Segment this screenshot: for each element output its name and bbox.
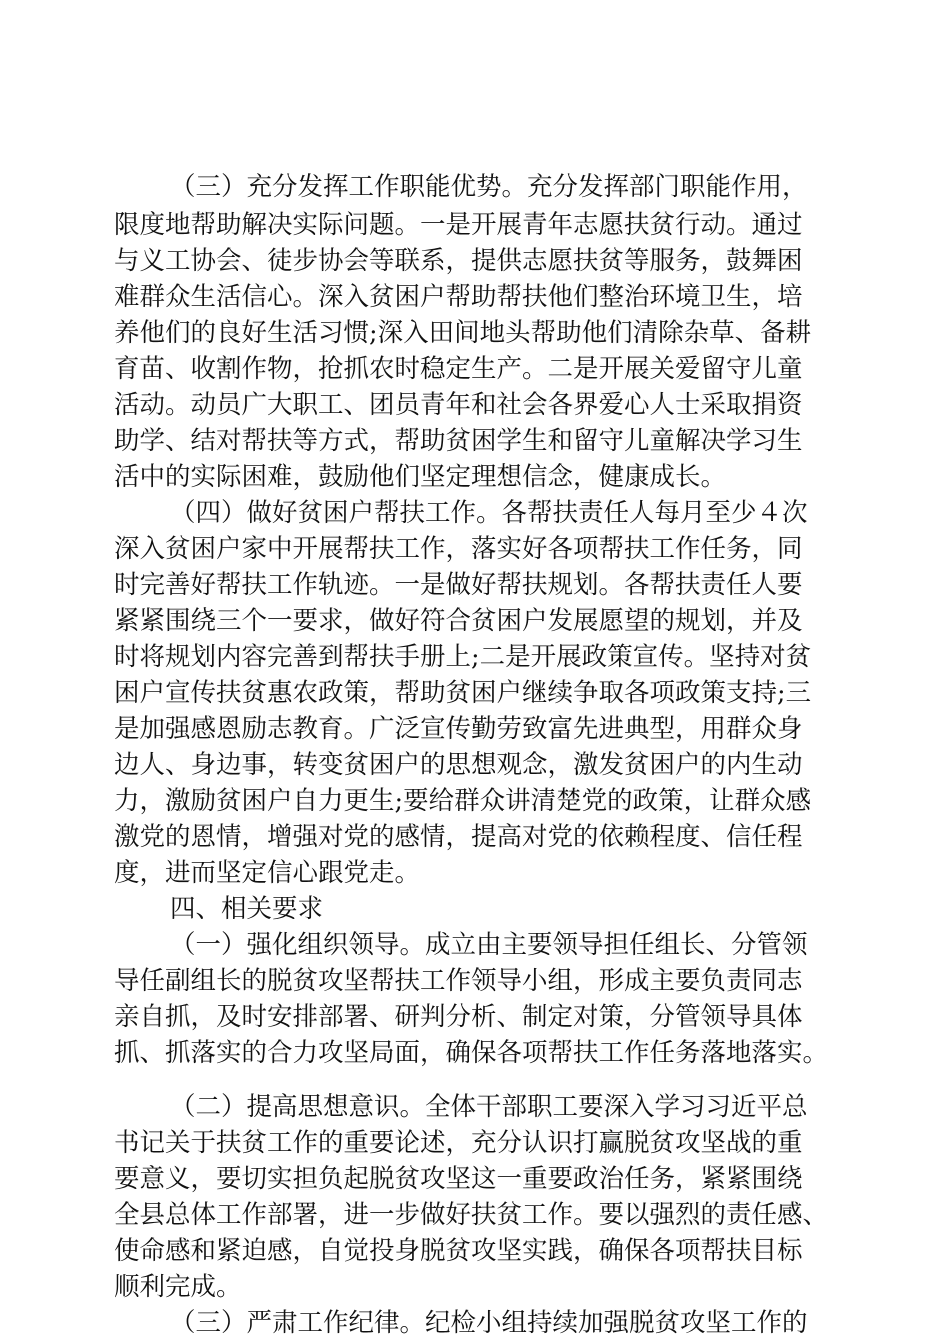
text-line: 限度地帮助解决实际问题。一是开展青年志愿扶贫行动。通过 [114,210,803,240]
text-line: 是加强感恩励志教育。广泛宣传勤劳致富先进典型，用群众身 [114,714,803,744]
text-line: 活动。动员广大职工、团员青年和社会各界爱心人士采取捐资 [114,390,803,420]
section-heading: 四、相关要求 [170,894,324,924]
text-line: （三）严肃工作纪律。纪检小组持续加强脱贫攻坚工作的 [170,1308,808,1338]
text-line: 养他们的良好生活习惯;深入田间地头帮助他们清除杂草、备耕 [114,318,812,348]
text-line: 育苗、收割作物，抢抓农时稳定生产。二是开展关爱留守儿童 [114,354,803,384]
text-line: 书记关于扶贫工作的重要论述，充分认识打赢脱贫攻坚战的重 [114,1128,803,1158]
text-line: 时完善好帮扶工作轨迹。一是做好帮扶规划。各帮扶责任人要 [114,570,803,600]
text-line: 紧紧围绕三个一要求，做好符合贫困户发展愿望的规划，并及 [114,606,803,636]
text-line: （一）强化组织领导。成立由主要领导担任组长、分管领 [170,930,808,960]
text-line: 全县总体工作部署，进一步做好扶贫工作。要以强烈的责任感、 [114,1200,829,1230]
text-line: 力，激励贫困户自力更生;要给群众讲清楚党的政策，让群众感 [114,786,812,816]
text-line: 亲自抓，及时安排部署、研判分析、制定对策，分管领导具体 [114,1002,803,1032]
text-line: 使命感和紧迫感，自觉投身脱贫攻坚实践，确保各项帮扶目标 [114,1236,803,1266]
text-line: 困户宣传扶贫惠农政策，帮助贫困户继续争取各项政策支持;三 [114,678,812,708]
text-line: 要意义，要切实担负起脱贫攻坚这一重要政治任务，紧紧围绕 [114,1164,803,1194]
text-line: 深入贫困户家中开展帮扶工作，落实好各项帮扶工作任务，同 [114,534,803,564]
text-line: 时将规划内容完善到帮扶手册上;二是开展政策宣传。坚持对贫 [114,642,812,672]
text-line: （四）做好贫困户帮扶工作。各帮扶责任人每月至少４次 [170,498,808,528]
text-line: 活中的实际困难，鼓励他们坚定理想信念，健康成长。 [114,462,727,492]
text-line: 激党的恩情，增强对党的感情，提高对党的依赖程度、信任程 [114,822,803,852]
text-line: 助学、结对帮扶等方式，帮助贫困学生和留守儿童解决学习生 [114,426,803,456]
text-line: （三）充分发挥工作职能优势。充分发挥部门职能作用， [170,172,808,202]
text-line: 难群众生活信心。深入贫困户帮助帮扶他们整治环境卫生，培 [114,282,803,312]
text-line: 与义工协会、徒步协会等联系，提供志愿扶贫等服务，鼓舞困 [114,246,803,276]
text-line: 顺利完成。 [114,1272,242,1302]
text-line: （二）提高思想意识。全体干部职工要深入学习习近平总 [170,1092,808,1122]
text-line: 度，进而坚定信心跟党走。 [114,858,421,888]
text-line: 边人、身边事，转变贫困户的思想观念，激发贫困户的内生动 [114,750,803,780]
text-line: 抓、抓落实的合力攻坚局面，确保各项帮扶工作任务落地落实。 [114,1038,829,1068]
text-line: 导任副组长的脱贫攻坚帮扶工作领导小组，形成主要负责同志 [114,966,803,996]
